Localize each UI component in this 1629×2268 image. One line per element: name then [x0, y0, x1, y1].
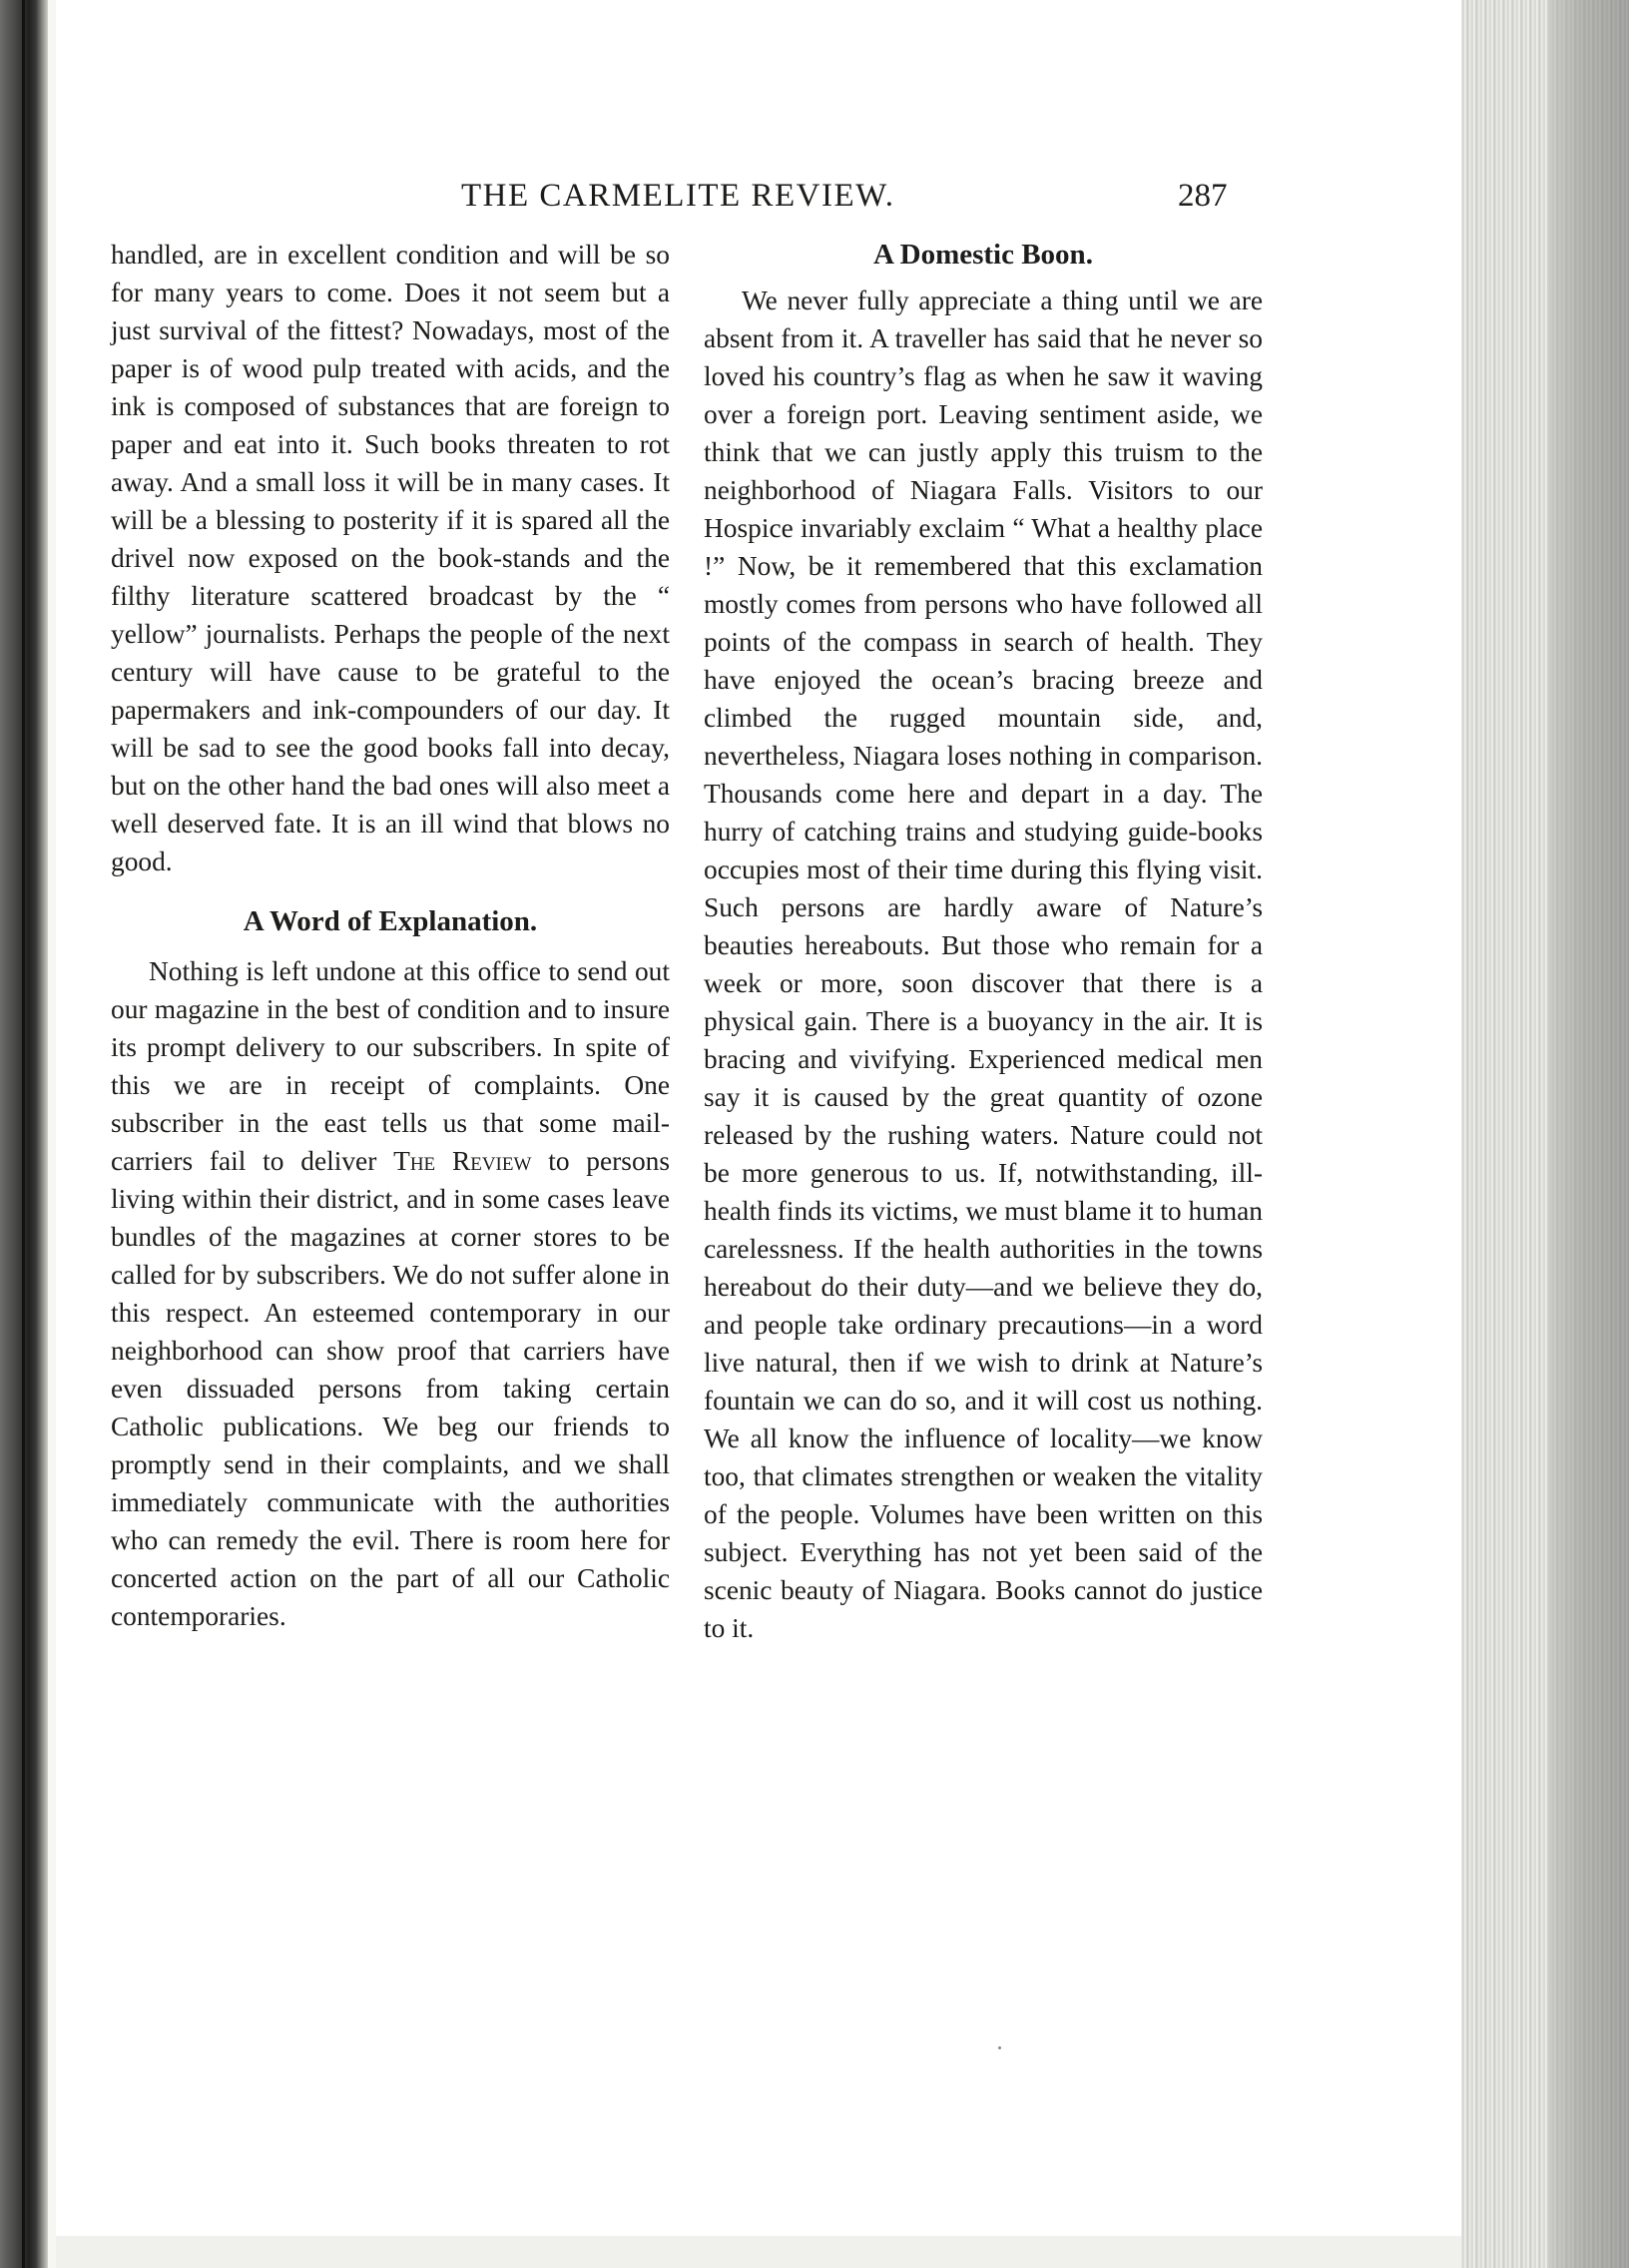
left-paragraph-2-part2: to persons living within their district, and in some cases leave bundles of the magazines at corner stores to be called for by subscribers. We do not suffer alone in this respect. An esteemed contemporary in our neighborhood can show proof that carriers have even dissuaded persons from taking certain Catholic publications. We beg our friends to promptly send in their complaints, and we shall immediately communicate with the authorities who can remedy the evil. There is room here for concerted action on the part of all our Catholic contemporaries.: [111, 1146, 670, 1631]
left-paragraph-2: [111, 952, 670, 1635]
running-head: [110, 178, 1248, 228]
right-paragraph-1: We never fully appreciate a thing until we are absent from it. A traveller has said that he never so loved his country’s flag as when he saw it waving over a foreign port. Leaving sentiment aside, we think that we can justly apply this truism to the neighborhood of Niagara Falls. Visitors to our Hospice invariably exclaim “ What a healthy place !” Now, be it remembered that this exclamation mostly comes from persons who have followed all points of the compass in search of health. They have enjoyed the ocean’s bracing breeze and climbed the rugged mountain side, and, nevertheless, Niagara loses nothing in comparison. Thousands come here and depart in a day. The hurry of catching trains and studying guide-books occupies most of their time during this flying visit. Such persons are hardly aware of Nature’s beauties hereabouts. But those who remain for a week or more, soon discover that there is a physical gain. There is a buoyancy in the air. It is bracing and vivifying. Experienced medical men say it is caused by the great quantity of ozone released by the rushing waters. Nature could not be more generous to us. If, notwithstanding, ill-health finds its victims, we must blame it to human carelessness. If the health authorities in the towns hereabout do their duty—and we believe they do, and people take ordinary precautions—in a word live natural, then if we wish to drink at Nature’s fountain we can do so, and it will cost us nothing. We all know the influence of locality—we know too, that climates strengthen or weaken the vitality of the people. Volumes have been written on this subject. Everything has not yet been said of the scenic beauty of Niagara. Books cannot do justice to it.: [704, 285, 1263, 1643]
journal-title: THE CARMELITE REVIEW.: [461, 178, 895, 214]
left-paragraph-1: handled, are in excellent condition and will be so for many years to come. Does it not seem but a just survival of the fittest? Nowadays, most of the paper is of wood pulp treated with acids, and the ink is composed of substances that are foreign to paper and eat into it. Such books threaten to rot away. And a small loss it will be in many cases. It will be a blessing to posterity if it is spared all the drivel now exposed on the book-stands and the filthy literature scattered broadcast by the “ yellow” journalists. Perhaps the people of the next century will have cause to be grateful to the papermakers and ink-compounders of our day. It will be sad to see the good books fall into decay, but on the other hand the bad ones will also meet a well deserved fate. It is an ill wind that blows no good.: [111, 240, 670, 876]
left-paragraph-2-part1: Nothing is left undone at this office to send out our magazine in the best of condition and to insure its prompt delivery to our subscribers. In spite of this we are in receipt of complaints. One subscriber in the east tells us that some mail-carriers fail to deliver: [111, 956, 670, 1176]
left-column: [111, 236, 670, 1635]
right-column: [704, 236, 1263, 1647]
ink-speck: [998, 2046, 1001, 2049]
the-review-smallcaps: The Review: [393, 1146, 532, 1176]
page-bottom-margin: [56, 2236, 1461, 2268]
book-spine-line: [22, 0, 25, 2268]
heading-domestic-boon: A Domestic Boon.: [873, 239, 1093, 271]
page-stack-shadow: [1549, 0, 1629, 2268]
page-number: 287: [1178, 178, 1228, 214]
heading-word-of-explanation: A Word of Explanation.: [243, 905, 538, 937]
